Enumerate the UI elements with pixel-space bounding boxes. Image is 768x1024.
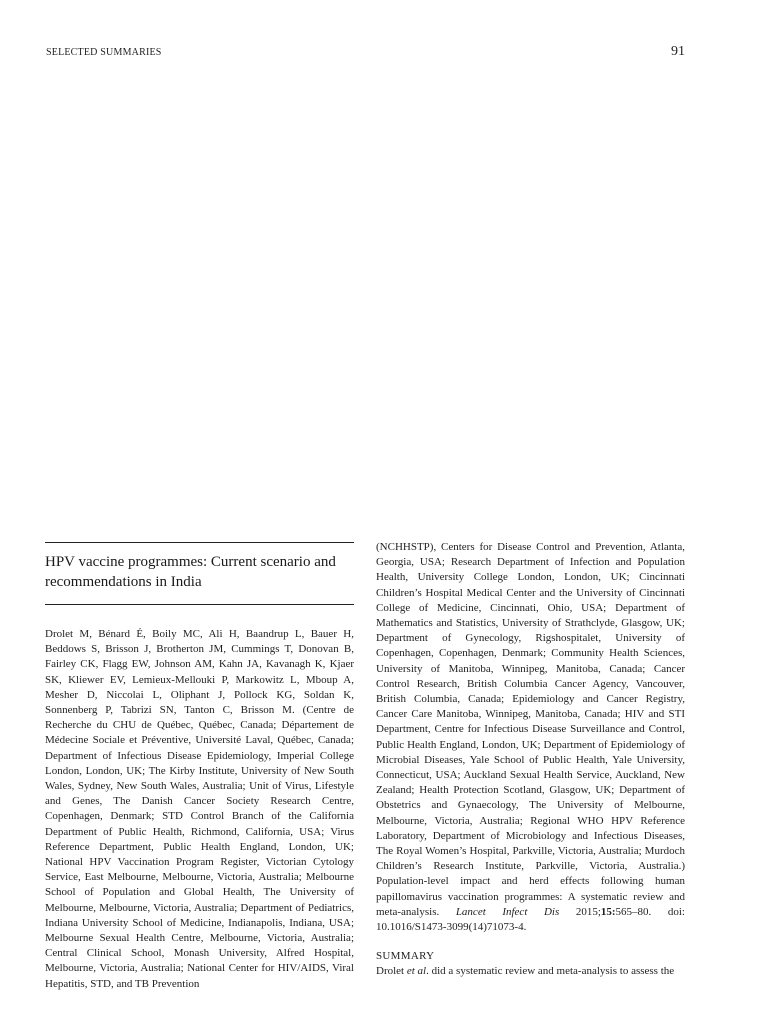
left-column bbox=[45, 542, 354, 992]
journal-name: Lancet Infect Dis bbox=[455, 905, 560, 918]
article-title: HPV vaccine programmes: Current scenario and recommendations in India bbox=[45, 554, 336, 590]
summary-etal: et al bbox=[406, 965, 427, 978]
summary-body: . did a systematic review and meta-analysis to assess the bbox=[426, 965, 675, 978]
right-column bbox=[376, 540, 685, 980]
citation-part-2 bbox=[376, 540, 685, 935]
summary-heading: SUMMARY bbox=[376, 950, 435, 963]
citation-pages-doi: 565–80. doi: 10.1016/S1473-3099(14)71073-4. bbox=[376, 905, 685, 934]
citation-authors-affiliations: Drolet M, Bénard É, Boily MC, Ali H, Baandrup L, Bauer H, Beddows S, Brisson J, Brotherton JM, Cummings T, Donovan B, Fairley CK, Flagg EW, Johnson AM, Kahn JA, Kavanagh K, Kjaer SK, Kliewer EV, Lemieux-Mellouki P, Markowitz L, Mboup A, Mesher D, Niccolai L, Oliphant J, Pollock KG, Soldan K, Sonnenberg P, Tabrizi SN, Tanton C, Brisson M. (Centre de Recherche du CHU de Québec, Québec, Canada; Département de Médecine Sociale et Préventive, Université Laval, Québec, Canada; Department of Infectious Disease Epidemiology, Imperial College London, London, UK; The Kirby Institute, University of New South Wales, Sydney, New South Wales, Australia; Unit of Virus, Lifestyle and Genes, The Danish Cancer Society Research Centre, Copenhagen, Denmark; STD Control Branch of the California Department of Public Health, Richmond, California, USA; Virus Reference Department, Public Health England, London, UK; National HPV Vaccination Program Register, Victorian Cytology Service, East Melbourne, Melbourne, Victoria, Australia; Melbourne School of Population and Global Health, The University of Melbourne, Melbourne, Victoria, Australia; Department of Pediatrics, Indiana University School of Medicine, Indianapolis, Indiana, USA; Melbourne Sexual Health Centre, Melbourne, Victoria, Australia; Central Clinical School, Monash University, Alfred Hospital, Melbourne, Victoria, Australia; National Center for HIV/AIDS, Viral Hepatitis, STD, and TB Prevention bbox=[45, 628, 354, 990]
citation-year: 2015; bbox=[575, 905, 601, 918]
running-head: SELECTED SUMMARIES bbox=[46, 47, 162, 58]
title-top-rule bbox=[45, 542, 354, 543]
summary-author: Drolet bbox=[376, 965, 405, 978]
page-number: 91 bbox=[671, 44, 685, 59]
summary-text bbox=[376, 964, 685, 979]
citation-volume: 15: bbox=[600, 905, 616, 918]
title-bottom-rule bbox=[45, 604, 354, 605]
citation-affiliations-continued: (NCHHSTP), Centers for Disease Control and Prevention, Atlanta, Georgia, USA; Research Department of Infection and Population Health, University College London, London, UK; Cincinnati Children’s Hospital Medical Center and the University of Cincinnati College of Medicine, Cincinnati, Ohio, USA; Department of Mathematics and Statistics, University of Strathclyde, Glasgow, UK; Department of Gynecology, Rigshospitalet, University of Copenhagen, Copenhagen, Denmark; Community Health Sciences, University of Manitoba, Winnipeg, Manitoba, Canada; Cancer Control Research, British Columbia Cancer Agency, Vancouver, British Columbia, Canada; Epidemiology and Cancer Registry, Cancer Care Manitoba, Winnipeg, Manitoba, Canada; HIV and STI Department, Centre for Infectious Disease Surveillance and Control, Public Health England, London, UK; Department of Epidemiology of Microbial Diseases, Yale School of Public Health, Yale University, Connecticut, USA; Auckland Sexual Health Service, Auckland, New Zealand; Health Protection Scotland, Glasgow, UK; Department of Obstetrics and Gynaecology, The University of Melbourne, Melbourne, Victoria, Australia; Regional WHO HPV Reference Laboratory, Department of Microbiology and Infectious Diseases, The Royal Women’s Hospital, Parkville, Victoria, Australia; Murdoch Children’s Research Institute, Parkville, Victoria, Australia.) Population-level impact and herd effects following human papillomavirus vaccination programmes: A systematic review and meta-analysis. bbox=[376, 541, 685, 918]
citation-part-1 bbox=[45, 627, 354, 992]
